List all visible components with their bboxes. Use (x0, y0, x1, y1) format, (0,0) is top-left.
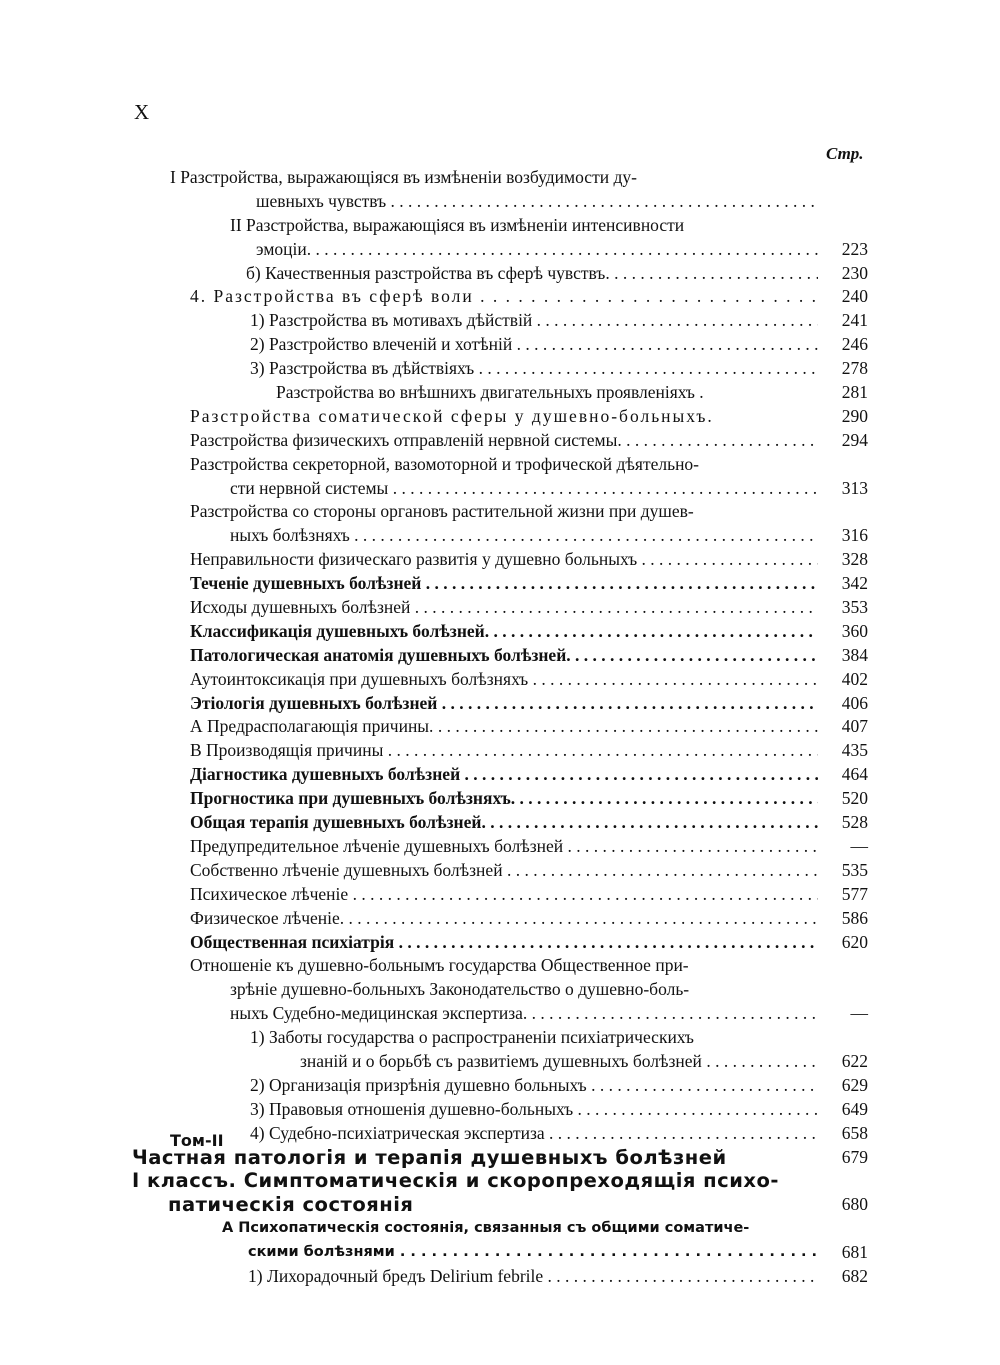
toc-entry: В Производящія причины . . . 435 (132, 739, 872, 763)
toc-entry: Классификація душевныхъ болѣзней. . . . 360 (132, 620, 872, 644)
toc-entry: 1) Разстройства въ мотивахъ дѣйствій . . . 241 (132, 309, 872, 333)
table-of-contents (132, 166, 872, 1289)
toc-entry: Исходы душевныхъ болѣзней . . . 353 (132, 596, 872, 620)
toc-entry: Общая терапія душевныхъ болѣзней. . . . 528 (132, 811, 872, 835)
toc-entry: сти нервной системы . . . 313 (132, 477, 872, 501)
toc-entry: 3) Правовыя отношенія душевно-больныхъ . . . 649 (132, 1098, 872, 1122)
toc-section-heading: I классъ. Симптоматическія и скоропреходящія психо- (132, 1169, 779, 1193)
toc-entry: Разстройства со стороны органовъ растительной жизни при душев- (190, 501, 694, 522)
toc-entry: Физическое лѣченіе. . . . 586 (132, 907, 872, 931)
page-column-header: Стр. (826, 144, 864, 163)
page-number: X (134, 100, 150, 124)
toc-entry: А Предрасполагающія причины. . . . 407 (132, 715, 872, 739)
toc-entry: II Разстройства, выражающіяся въ измѣненіи интенсивности (230, 214, 685, 235)
volume-label: Том-II (170, 1131, 224, 1150)
toc-entry: 1) Заботы государства о распространеніи психіатрическихъ (250, 1027, 694, 1048)
toc-section-heading: Частная патологія и терапія душевныхъ болѣзней 679 (132, 1145, 868, 1169)
toc-entry: ныхъ болѣзняхъ . . . 316 (132, 524, 872, 548)
toc-entry: Прогностика при душевныхъ болѣзняхъ. . . . 520 (132, 787, 872, 811)
toc-entry: скими болѣзнями . . . 681 (132, 1241, 872, 1265)
toc-entry: 2) Разстройство влеченій и хотѣній . . . 246 (132, 333, 872, 357)
toc-entry: I Разстройства, выражающіяся въ измѣненіи возбудимости ду- (170, 167, 637, 187)
toc-entry: шевныхъ чувствъ . . . (132, 190, 872, 214)
toc-entry: Теченіе душевныхъ болѣзней . . . 342 (132, 572, 872, 596)
toc-entry: Психическое лѣченіе . . . 577 (132, 883, 872, 907)
toc-entry: Разстройства секреторной, вазомоторной и трофической дѣятельно- (190, 453, 700, 474)
toc-entry: Неправильности физическаго развитія у душевно больныхъ . . . 328 (132, 548, 872, 572)
toc-entry: Собственно лѣченіе душевныхъ болѣзней . . . 535 (132, 859, 872, 883)
toc-entry: Аутоинтоксикація при душевныхъ болѣзняхъ . . . 402 (132, 668, 872, 692)
toc-entry: б) Качественныя разстройства въ сферѣ чувствъ. . . . 230 (132, 262, 872, 286)
toc-entry: Разстройства соматической сферы у душевно-больныхъ. 290 (190, 405, 868, 426)
toc-entry: А Психопатическія состоянія, связанныя съ общими соматиче- (222, 1220, 750, 1237)
toc-entry: 3) Разстройства въ дѣйствіяхъ . . . 278 (132, 357, 872, 381)
toc-entry: Діагностика душевныхъ болѣзней . . . 464 (132, 763, 872, 787)
toc-entry: 4. Разстройства въ сферѣ воли . . . 240 (132, 285, 872, 309)
toc-entry: Отношеніе къ душевно-больнымъ государства Общественное при- (190, 955, 689, 976)
toc-entry: Разстройства физическихъ отправленій нервной системы. . . . 294 (132, 429, 872, 453)
toc-entry: эмоціи. . . . 223 (132, 238, 872, 262)
toc-entry: знаній и о борьбѣ съ развитіемъ душевныхъ болѣзней . . . 622 (132, 1050, 872, 1074)
toc-entry: 4) Судебно-психіатрическая экспертиза . . . 658 (132, 1122, 872, 1146)
toc-entry: Патологическая анатомія душевныхъ болѣзней. . . . 384 (132, 644, 872, 668)
toc-entry: Общественная психіатрія . . . 620 (132, 931, 872, 955)
toc-entry: 1) Лихорадочный бредъ Delirium febrile . . . 682 (132, 1265, 872, 1289)
toc-entry: ныхъ Судебно-медицинская экспертиза. . . . — (132, 1002, 872, 1026)
toc-entry: зрѣніе душевно-больныхъ Законодательство о душевно-боль- (230, 979, 690, 1000)
toc-entry: Предупредительное лѣченіе душевныхъ болѣзней . . . — (132, 835, 872, 859)
toc-entry: Разстройства во внѣшнихъ двигательныхъ проявленіяхъ . 281 (276, 382, 868, 403)
toc-entry: Этіологія душевныхъ болѣзней . . . 406 (132, 692, 872, 716)
toc-entry: 2) Организація призрѣнія душевно больныхъ . . . 629 (132, 1074, 872, 1098)
toc-section-heading: патическія состоянія 680 (168, 1193, 868, 1217)
